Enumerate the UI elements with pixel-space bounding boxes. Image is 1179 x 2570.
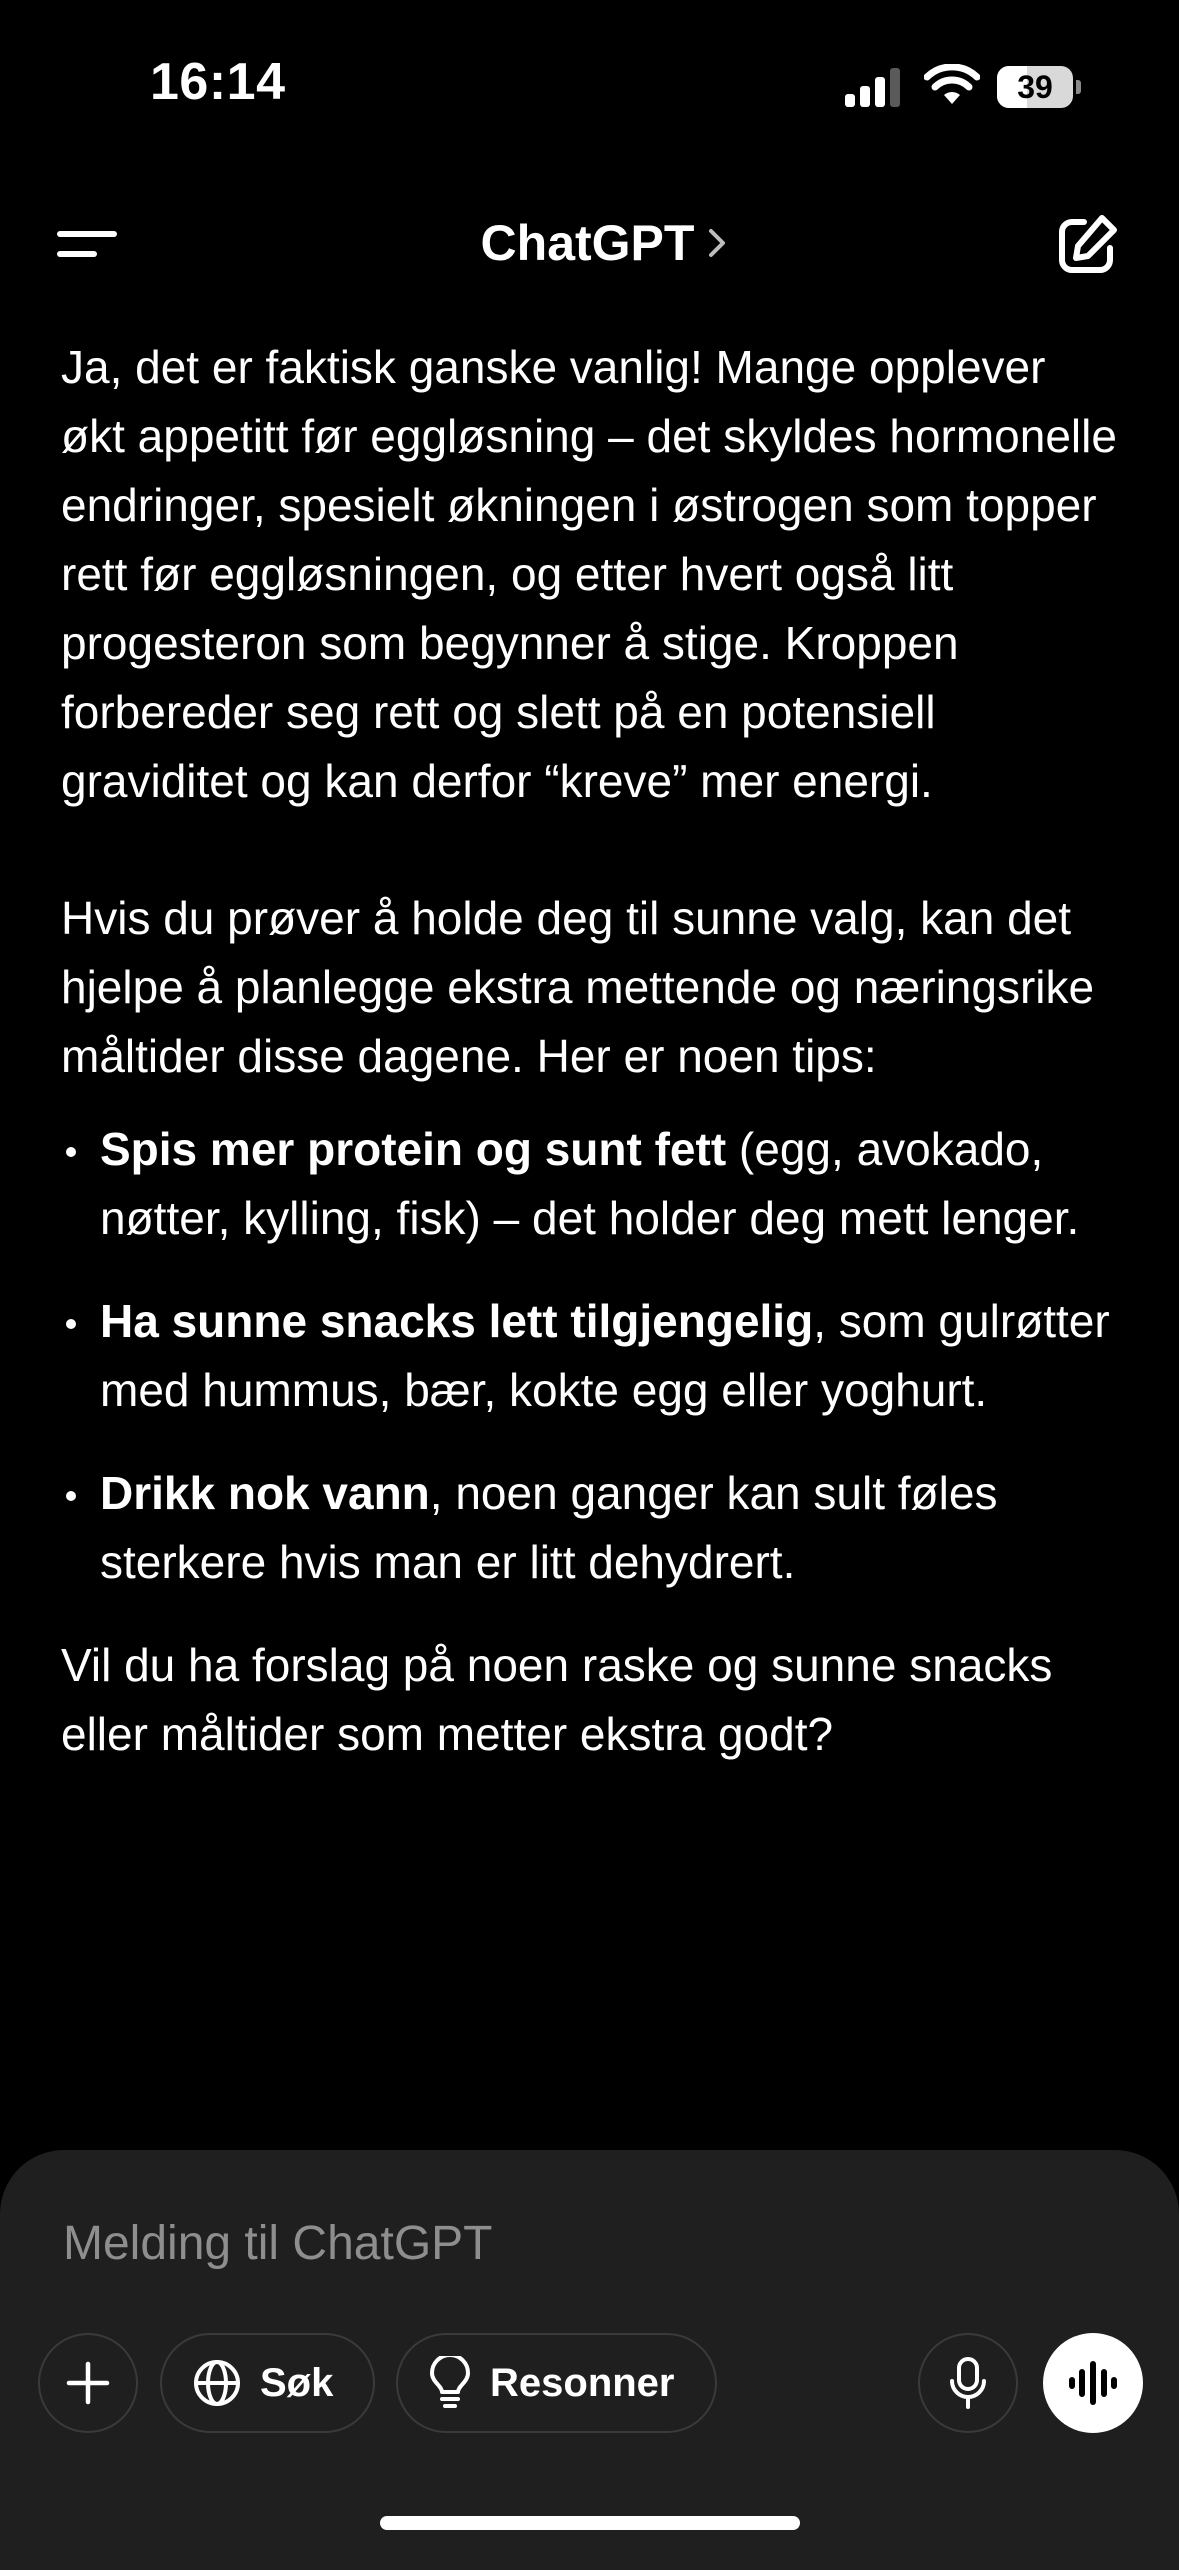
battery-cap	[1076, 80, 1081, 94]
chevron-right-icon	[706, 226, 728, 260]
tip-text: , som gulrøtter med hummus, bær, kokte egg eller yoghurt.	[100, 1295, 1110, 1416]
reason-button-label: Resonner	[490, 2360, 675, 2405]
tips-list	[61, 1115, 1121, 1597]
battery-indicator	[997, 66, 1077, 108]
reason-button[interactable]	[396, 2333, 717, 2433]
wifi-icon	[924, 64, 980, 108]
voice-mode-button[interactable]	[1043, 2333, 1143, 2433]
message-paragraph: Vil du ha forslag på noen raske og sunne snacks eller måltider som metter ekstra godt?	[61, 1639, 1053, 1760]
globe-icon	[192, 2358, 242, 2408]
message-paragraph: Ja, det er faktisk ganske vanlig! Mange opplever økt appetitt før eggløsning – det skyldes hormonelle endringer, spesielt økningen i østrogen som topper rett før eggløsningen, og etter hvert også litt progesteron som begynner å stige. Kroppen forbereder seg rett og slett på en potensiell graviditet og kan derfor “kreve” mer energi.	[61, 341, 1117, 807]
cellular-signal-icon	[845, 68, 905, 108]
search-button-label: Søk	[260, 2360, 334, 2405]
assistant-message	[61, 333, 1121, 1769]
page-title	[0, 214, 1179, 272]
nav-header	[0, 190, 1179, 300]
message-paragraph: Hvis du prøver å holde deg til sunne valg, kan det hjelpe å planlegge ekstra mettende og næringsrike måltider disse dagene. Her er noen tips:	[61, 892, 1095, 1082]
composer	[0, 2150, 1179, 2570]
battery-body	[997, 66, 1073, 108]
model-selector[interactable]	[451, 214, 729, 272]
list-item	[61, 1115, 1121, 1253]
bullet-icon	[66, 1147, 76, 1157]
message-input[interactable]	[63, 2208, 1113, 2278]
home-indicator[interactable]	[380, 2516, 800, 2530]
tip-title: Spis mer protein og sunt fett	[100, 1123, 727, 1175]
list-item	[61, 1287, 1121, 1425]
bullet-icon	[66, 1319, 76, 1329]
list-item	[61, 1459, 1121, 1597]
tip-title: Ha sunne snacks lett tilgjengelig	[100, 1295, 814, 1347]
dictate-button[interactable]	[918, 2333, 1018, 2433]
microphone-icon	[948, 2356, 988, 2410]
search-button[interactable]	[160, 2333, 375, 2433]
tip-title: Drikk nok vann	[100, 1467, 430, 1519]
page-title-text: ChatGPT	[480, 215, 695, 271]
status-time: 16:14	[150, 53, 286, 111]
new-chat-icon[interactable]	[1054, 212, 1120, 278]
tip-text: , noen ganger kan sult føles sterkere hvis man er litt dehydrert.	[100, 1467, 998, 1588]
voice-mode-icon	[1066, 2359, 1120, 2407]
bullet-icon	[66, 1491, 76, 1501]
lightbulb-icon	[428, 2356, 472, 2410]
tip-text: (egg, avokado, nøtter, kylling, fisk) – det holder deg mett lenger.	[100, 1123, 1080, 1244]
add-button[interactable]	[38, 2333, 138, 2433]
battery-text: 39	[1017, 69, 1053, 105]
composer-toolbar	[0, 2333, 1179, 2437]
status-bar	[0, 0, 1179, 170]
plus-icon	[65, 2360, 111, 2406]
